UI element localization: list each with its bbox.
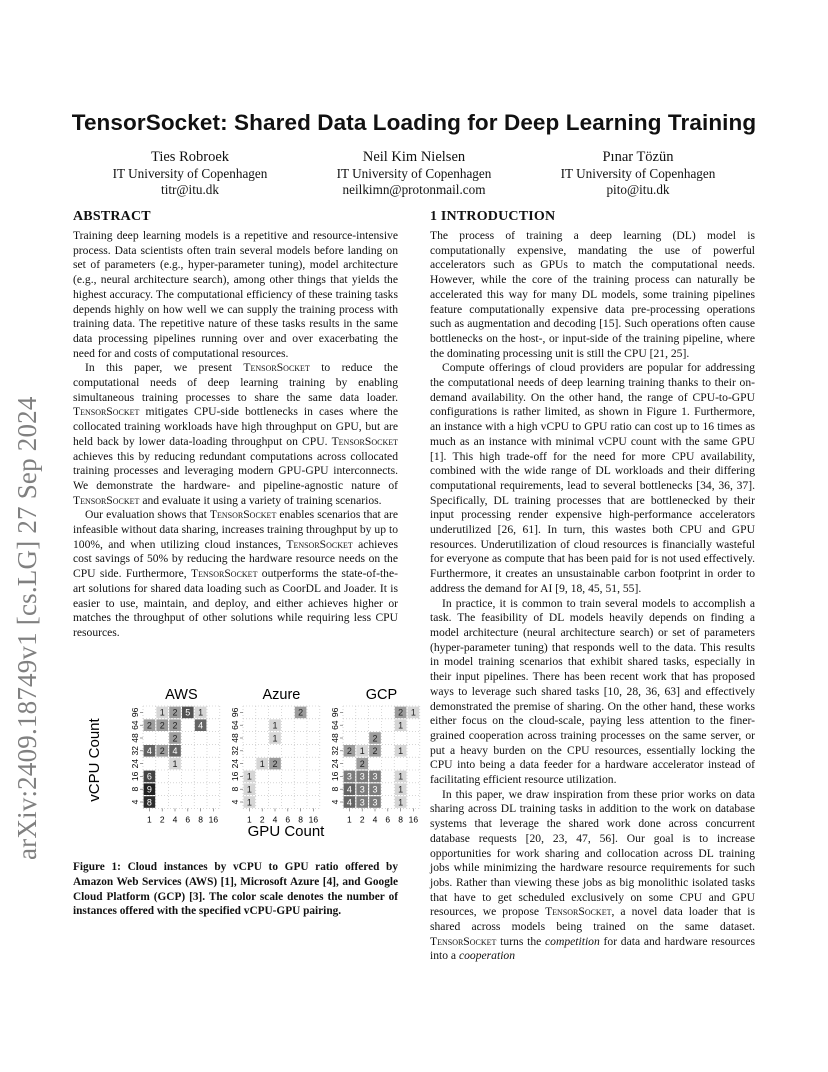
y-tick-label: 64	[330, 720, 340, 730]
intro-paragraph	[430, 597, 755, 788]
cell-value-label: 2	[372, 746, 378, 757]
abstract-heading: ABSTRACT	[73, 209, 151, 224]
cell-value-label: 1	[246, 797, 252, 808]
abstract-text: Our evaluation shows that	[85, 508, 210, 522]
intro-text: for data and hardware resources into a	[430, 934, 756, 963]
system-name: TensorSocket	[73, 493, 140, 507]
cell-value-label: 2	[172, 707, 178, 718]
intro-text: In this paper, we draw inspiration from these prior works on data sharing across DL training tasks in addition to the work on database systems that leverage the shared work done across concurrent database requests [20, 23, 47, 56]. Our goal is to increase opportunities for work sharing and collocation across DL training jobs while minimizing the hardware resource requirements for such jobs. Rather than viewing these jobs as big monolithic isolated tasks that have to get scheduled exclusively on some CPU and GPU resources, we propose	[430, 787, 755, 919]
intro-emphasis: cooperation	[458, 949, 516, 963]
author-affiliation: IT University of Copenhagen	[560, 166, 716, 181]
cell-value-label: 2	[346, 746, 352, 757]
intro-text: The process of training a deep learning (DL) model is computationally expensive, mandating the use of powerful accelerators such as GPUs to match the computational needs. However, while the core of the training process can naturally be accelerated this way for many DL models, some training pipelines feature computationally expensive data pre-processing operations such as augmentation and decoding [15]. Such operations often cause bottlenecks on the host-, or input-side of the training pipeline, where the dominating processing unit is still the CPU [21, 25].	[430, 229, 755, 360]
x-tick-label: 4	[172, 814, 178, 825]
x-tick-label: 4	[272, 814, 278, 825]
y-tick-label: 4	[130, 799, 140, 805]
x-tick-label: 2	[259, 814, 265, 825]
author-block	[528, 148, 748, 198]
cell-value-label: 8	[146, 797, 152, 808]
caption-text: Figure 1: Cloud instances by vCPU to GPU ratio offered by Amazon Web Services (AWS) [1], Microsoft Azure [4], and Google Cloud Platform (GCP) [3]. The color scale denotes the number of instances offered with the specified vCPU-GPU pairing.	[73, 861, 398, 918]
x-tick-label: 1	[347, 814, 352, 825]
author-affiliation: IT University of Copenhagen	[112, 166, 268, 181]
x-tick-label: 6	[385, 814, 391, 825]
intro-text: In practice, it is common to train several models to accomplish a task. The feasibility of DL models heavily depends on finding a model architecture (neural architecture search) or set of parameters (hyper-parameter tuning) that responds well to the data. This results in model training scenarios that exhibit shared tasks, especially in their input pipelines. There has been recent work that has proposed ways to leverage such shared tasks [10, 28, 36, 63] and effectively demonstrated the premise of sharing. On the other hand, these works either focus on the cloud-scale, paying less attention to the finer-grained cooperation across training processes on the same server, or put a heavy burden on the CPU resources, essentially locking the CPU into being a data feeder for a hardware accelerator instead of facilitating efficient resource utilization.	[430, 596, 755, 787]
cell-value-label: 1	[398, 746, 404, 757]
x-axis-label: GPU Count	[247, 823, 325, 840]
abstract-text: mitigates CPU-side bottlenecks in cases where the collocated training workloads have high throughput on GPU, but are held back by lower data-loading throughput on CPU.	[73, 405, 398, 448]
system-name: TensorSocket	[331, 434, 398, 448]
intro-text: Compute offerings of cloud providers are popular for addressing the computational needs of deep learning training thanks to their on-demand availability. On the other hand, the range of CPU-to-GPU configurations is rather limited, as shown in Figure 1. Furthermore, an instance with a high vCPU to GPU ratio can cost up to 16 times as much as an instance with minimal vCPU count with the same GPU [1]. This high trade-off for the need for more CPU availability, combined with the wide range of DL workloads and their differing computational requirements, lead to several bottlenecks [34, 36, 37]. Specifically, DL training processes that are bottlenecked by their input processing render expensive high-performance accelerators underutilized [26, 61]. In turn, this wastes both CPU and GPU resources. Underutilization of cloud resources is financially wasteful for everyone as compute that has been paid for is not used effectively. Furthermore, it creates an unsustainable carbon footprint in order to address the demand for AI [9, 18, 45, 51, 55].	[430, 361, 755, 595]
cell-value-label: 5	[185, 707, 191, 718]
panel-title: AWS	[165, 687, 198, 703]
cell-value-label: 2	[372, 733, 378, 744]
y-tick-label: 96	[330, 707, 340, 718]
cell-value-label: 6	[146, 771, 152, 782]
x-tick-label: 6	[185, 814, 191, 825]
abstract-text: In this paper, we present	[85, 361, 244, 375]
figure-heatmap	[73, 684, 419, 844]
cell-value-label: 3	[359, 797, 365, 808]
y-tick-label: 64	[130, 720, 140, 730]
cell-value-label: 1	[359, 746, 365, 757]
cell-value-label: 2	[298, 707, 304, 718]
cell-value-label: 3	[346, 771, 352, 782]
cell-value-label: 4	[198, 720, 204, 731]
abstract-text: enables scenarios that are infeasible without data sharing, increases training throughput by up to 100%, and when utilizing cloud instances,	[73, 508, 398, 551]
x-tick-label: 1	[147, 814, 152, 825]
x-tick-label: 8	[398, 814, 403, 825]
arxiv-side-label: arXiv:2409.18749v1 [cs.LG] 27 Sep 2024	[12, 396, 42, 860]
author-email: titr@itu.dk	[161, 182, 219, 197]
y-tick-label: 64	[230, 720, 240, 730]
cell-value-label: 3	[359, 784, 365, 795]
author-affiliation: IT University of Copenhagen	[336, 166, 492, 181]
intro-paragraph	[430, 788, 755, 964]
cell-value-label: 2	[398, 707, 404, 718]
cell-value-label: 1	[246, 784, 252, 795]
author-block	[80, 148, 300, 198]
y-tick-label: 24	[130, 758, 140, 769]
x-tick-label: 8	[198, 814, 203, 825]
y-tick-label: 16	[130, 771, 140, 782]
heatmap-panel	[330, 687, 420, 824]
abstract-paragraph	[73, 361, 398, 508]
x-tick-label: 1	[247, 814, 252, 825]
cell-value-label: 1	[398, 720, 404, 731]
y-tick-label: 96	[130, 707, 140, 718]
abstract-text: Training deep learning models is a repetitive and resource-intensive process. Data scientists often train several models before landing on set of parameters (e.g., hyper-parameter tuning), model architecture (e.g., neural architecture search), among other things that yields the highest accuracy. The computational efficiency of these training tasks depends highly on how well we can supply the training process with training data. The repetitive nature of these tasks results in the same data processing pipelines running over and over exacerbating the need for and costs of computational resources.	[73, 229, 398, 360]
cell-value-label: 2	[172, 720, 178, 731]
x-tick-label: 16	[208, 814, 219, 825]
y-tick-label: 4	[230, 799, 240, 805]
heatmap-panel	[230, 687, 320, 824]
y-tick-label: 4	[330, 799, 340, 805]
intro-heading: 1 INTRODUCTION	[430, 209, 556, 224]
author-block	[304, 148, 524, 198]
x-tick-label: 6	[285, 814, 291, 825]
cell-value-label: 4	[346, 797, 352, 808]
abstract-paragraph	[73, 229, 398, 361]
author-name: Ties Robroek	[150, 149, 229, 165]
figure-caption	[73, 860, 398, 919]
x-tick-label: 4	[372, 814, 378, 825]
y-tick-label: 16	[330, 771, 340, 782]
cell-value-label: 3	[372, 784, 378, 795]
right-column	[430, 209, 755, 964]
cell-value-label: 1	[410, 707, 416, 718]
cell-value-label: 2	[272, 758, 278, 769]
system-name: TensorSocket	[286, 537, 353, 551]
x-tick-label: 16	[408, 814, 419, 825]
cell-value-label: 2	[159, 746, 165, 757]
system-name: TensorSocket	[191, 567, 258, 581]
author-name: Pınar Tözün	[602, 149, 674, 165]
y-tick-label: 48	[230, 733, 240, 743]
intro-emphasis: competition	[545, 934, 600, 948]
system-name: TensorSocket	[545, 905, 612, 919]
y-tick-label: 8	[130, 786, 140, 792]
cell-value-label: 4	[146, 746, 152, 757]
left-column	[73, 209, 398, 641]
cell-value-label: 1	[272, 720, 278, 731]
y-tick-label: 32	[130, 746, 140, 756]
cell-value-label: 1	[398, 784, 404, 795]
y-tick-label: 24	[230, 758, 240, 769]
cell-value-label: 9	[146, 784, 152, 795]
heatmap-panel	[130, 687, 220, 824]
x-tick-label: 8	[298, 814, 303, 825]
cell-value-label: 2	[146, 720, 152, 731]
intro-text: , a novel data loader that is shared across models being trained on the same dataset.	[430, 905, 755, 934]
cell-value-label: 3	[372, 797, 378, 808]
intro-text: turns the	[496, 934, 546, 948]
cell-value-label: 3	[372, 771, 378, 782]
y-axis-label: vCPU Count	[86, 718, 103, 802]
y-tick-label: 8	[230, 786, 240, 792]
x-tick-label: 16	[308, 814, 319, 825]
author-email: pito@itu.dk	[606, 182, 670, 197]
paper-title: TensorSocket: Shared Data Loading for Deep Learning Training	[71, 110, 757, 135]
abstract-text: and evaluate it using a variety of training scenarios.	[139, 493, 382, 507]
y-tick-label: 24	[330, 758, 340, 769]
cell-value-label: 3	[359, 771, 365, 782]
abstract-text: outperforms the state-of-the-art solutions for shared data loading such as CoorDL and Joader. It is easier to use, maintain, and deploy, and either achieves higher or matches the throughput of other solutions while requiring less CPU resources.	[73, 567, 398, 639]
cell-value-label: 1	[246, 771, 252, 782]
panel-title: Azure	[262, 687, 301, 703]
cell-value-label: 1	[259, 758, 265, 769]
y-tick-label: 32	[230, 746, 240, 756]
cell-value-label: 1	[272, 733, 278, 744]
cell-value-label: 1	[198, 707, 204, 718]
y-tick-label: 8	[330, 786, 340, 792]
cell-value-label: 2	[172, 733, 178, 744]
system-name: TensorSocket	[73, 405, 140, 419]
cell-value-label: 1	[172, 758, 178, 769]
cell-value-label: 1	[398, 797, 404, 808]
panel-title: GCP	[365, 687, 398, 703]
cell-value-label: 1	[159, 707, 165, 718]
cell-value-label: 4	[346, 784, 352, 795]
system-name: TensorSocket	[430, 934, 497, 948]
intro-paragraph	[430, 361, 755, 596]
cell-value-label: 2	[359, 758, 365, 769]
cell-value-label: 4	[172, 746, 178, 757]
y-tick-label: 32	[330, 746, 340, 756]
y-tick-label: 48	[130, 733, 140, 743]
x-tick-label: 2	[159, 814, 165, 825]
y-tick-label: 48	[330, 733, 340, 743]
abstract-paragraph	[73, 508, 398, 640]
author-name: Neil Kim Nielsen	[362, 149, 466, 165]
intro-paragraph	[430, 229, 755, 361]
system-name: TensorSocket	[209, 508, 277, 522]
cell-value-label: 2	[159, 720, 165, 731]
abstract-text: to reduce the computational needs of deep learning training by enabling simultaneous training processes to share the same data loader.	[73, 361, 398, 404]
cell-value-label: 1	[398, 771, 404, 782]
x-tick-label: 2	[359, 814, 365, 825]
system-name: TensorSocket	[243, 361, 310, 375]
y-tick-label: 96	[230, 707, 240, 718]
abstract-text: achieves this by reducing redundant computations across collocated training processes and leveraging modern GPU-GPU interconnects. We demonstrate the hardware- and pipeline-agnostic nature of	[73, 449, 398, 492]
y-tick-label: 16	[230, 771, 240, 782]
abstract-text: achieves cost savings of 50% by reducing the hardware resource needs on the CPU side. Furthermore,	[73, 537, 398, 581]
author-email: neilkimn@protonmail.com	[342, 182, 486, 197]
